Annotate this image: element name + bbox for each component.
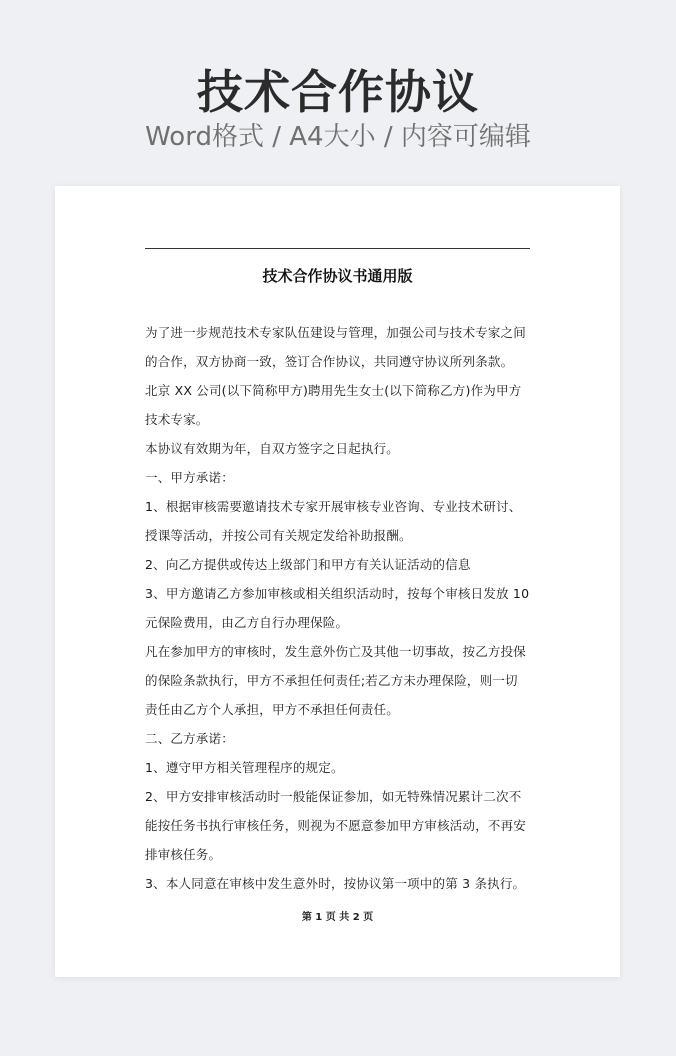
- page-number: 第 1 页 共 2 页: [301, 912, 374, 923]
- paragraph-liability: 凡在参加甲方的审核时，发生意外伤亡及其他一切事故，按乙方投保的保险条款执行，甲方不承担任何责任;若乙方未办理保险，则一切责任由乙方个人承担，甲方不承担任何责任。: [145, 644, 527, 717]
- paragraph-a-item-3: 3、甲方邀请乙方参加审核或相关组织活动时，按每个审核日发放 10 元保险费用，由乙方自行办理保险。: [145, 586, 530, 630]
- banner-title: 技术合作协议: [197, 65, 479, 119]
- header-rule: [145, 248, 530, 249]
- paragraph-b-item-3: 3、本人同意在审核中发生意外时，按协议第一项中的第 3 条执行。: [145, 876, 526, 891]
- paragraph-parties: 北京 XX 公司(以下简称甲方)聘用先生女士(以下简称乙方)作为甲方技术专家。: [145, 383, 522, 427]
- section-heading-party-a: 一、甲方承诺：: [145, 470, 234, 485]
- section-heading-party-b: 二、乙方承诺：: [145, 731, 234, 746]
- paragraph-b-item-2: 2、甲方安排审核活动时一般能保证参加，如无特殊情况累计二次不能按任务书执行审核任务，则视为不愿意参加甲方审核活动，不再安排审核任务。: [145, 789, 527, 862]
- paragraph-term: 本协议有效期为年，自双方签字之日起执行。: [145, 441, 400, 456]
- banner-subtitle: Word格式 / A4大小 / 内容可编辑: [145, 122, 531, 152]
- paragraph-b-item-1: 1、遵守甲方相关管理程序的规定。: [145, 760, 344, 775]
- document-title: 技术合作协议书通用版: [262, 267, 413, 285]
- paragraph-a-item-1: 1、根据审核需要邀请技术专家开展审核专业咨询、专业技术研讨、授课等活动，并按公司有关规定发给补助报酬。: [145, 499, 522, 543]
- document-body: [145, 318, 530, 898]
- paragraph-intro: 为了进一步规范技术专家队伍建设与管理，加强公司与技术专家之间的合作，双方协商一致，签订合作协议，共同遵守协议所列条款。: [145, 325, 527, 369]
- paragraph-a-item-2: 2、向乙方提供或传达上级部门和甲方有关认证活动的信息: [145, 557, 471, 572]
- document-page: [55, 186, 620, 977]
